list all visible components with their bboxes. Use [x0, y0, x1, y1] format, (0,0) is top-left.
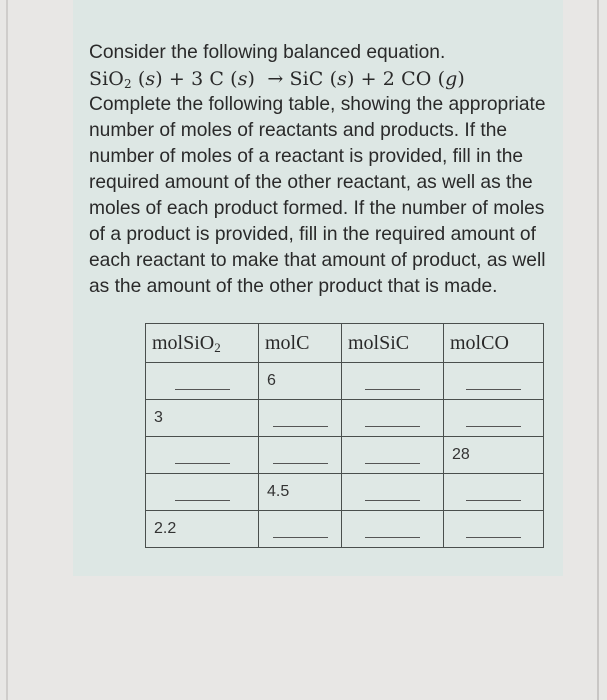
cell-mol-co — [444, 437, 544, 474]
cell-mol-c — [259, 363, 342, 400]
product-sic: SiC — [289, 68, 324, 90]
question-instructions: Complete the following table, showing the appropriate number of moles of reactants and products. If the number of moles of a reactant is provided, fill in the required amount of the other reactant, as well as the moles of each product formed. If the number of moles of a product is provided, fill in the required amount of each reactant to make that amount of product, as well as the amount of the other product that is made. — [89, 94, 546, 297]
balanced-equation: SiO$_2$ (s) + 3 C (s) → SiC (s) + 2 CO (g) — [89, 68, 465, 91]
given-value: 6 — [267, 372, 276, 389]
answer-blank-input[interactable] — [273, 536, 328, 538]
cell-mol-sio2 — [146, 400, 259, 437]
answer-blank-input[interactable] — [175, 388, 230, 390]
answer-blank-input[interactable] — [466, 499, 521, 501]
cell-mol-sic[interactable] — [342, 363, 444, 400]
answer-blank-input[interactable] — [365, 536, 420, 538]
answer-blank-input[interactable] — [175, 462, 230, 464]
header-mol-sio2: molSiO$_2$ — [146, 324, 259, 363]
answer-blank-input[interactable] — [365, 462, 420, 464]
table-row — [146, 437, 544, 474]
answer-blank-input[interactable] — [273, 462, 328, 464]
cell-mol-c — [259, 474, 342, 511]
answer-blank-input[interactable] — [466, 536, 521, 538]
cell-mol-co[interactable] — [444, 511, 544, 548]
answer-blank-input[interactable] — [466, 425, 521, 427]
answer-blank-input[interactable] — [365, 425, 420, 427]
cell-mol-sic[interactable] — [342, 474, 444, 511]
cell-mol-sio2[interactable] — [146, 437, 259, 474]
answer-blank-input[interactable] — [175, 499, 230, 501]
header-mol-sic: molSiC — [342, 324, 444, 363]
subscript: 2 — [123, 77, 132, 91]
answer-blank-input[interactable] — [466, 388, 521, 390]
header-mol-co: molCO — [444, 324, 544, 363]
table-row — [146, 511, 544, 548]
cell-mol-co[interactable] — [444, 363, 544, 400]
given-value: 4.5 — [267, 483, 290, 500]
question-text — [89, 40, 559, 300]
cell-mol-c[interactable] — [259, 511, 342, 548]
cell-mol-c[interactable] — [259, 400, 342, 437]
given-value: 3 — [154, 409, 163, 426]
table-row — [146, 474, 544, 511]
moles-table — [145, 323, 544, 548]
reactant-sio2: SiO — [89, 68, 124, 90]
table-row — [146, 400, 544, 437]
answer-blank-input[interactable] — [365, 388, 420, 390]
page-edge-right — [597, 0, 599, 700]
cell-mol-sic[interactable] — [342, 437, 444, 474]
reaction-arrow-icon: → — [267, 68, 284, 90]
state-label: s — [145, 68, 156, 90]
answer-blank-input[interactable] — [273, 425, 328, 427]
cell-mol-sio2[interactable] — [146, 363, 259, 400]
state-label: s — [237, 68, 248, 90]
header-mol-c: molC — [259, 324, 342, 363]
state-label: s — [337, 68, 347, 90]
table-row — [146, 363, 544, 400]
cell-mol-co[interactable] — [444, 474, 544, 511]
cell-mol-co[interactable] — [444, 400, 544, 437]
reactant-carbon: + 3 C — [168, 68, 225, 90]
answer-blank-input[interactable] — [365, 499, 420, 501]
question-intro: Consider the following balanced equation. — [89, 42, 446, 63]
given-value: 28 — [452, 446, 470, 463]
state-label: g — [445, 68, 458, 90]
cell-mol-c[interactable] — [259, 437, 342, 474]
cell-mol-sic[interactable] — [342, 400, 444, 437]
cell-mol-sio2[interactable] — [146, 474, 259, 511]
table-header-row — [146, 324, 544, 363]
page-edge-left — [6, 0, 8, 700]
given-value: 2.2 — [154, 520, 177, 537]
cell-mol-sio2 — [146, 511, 259, 548]
cell-mol-sic[interactable] — [342, 511, 444, 548]
product-co: + 2 CO — [360, 68, 432, 90]
